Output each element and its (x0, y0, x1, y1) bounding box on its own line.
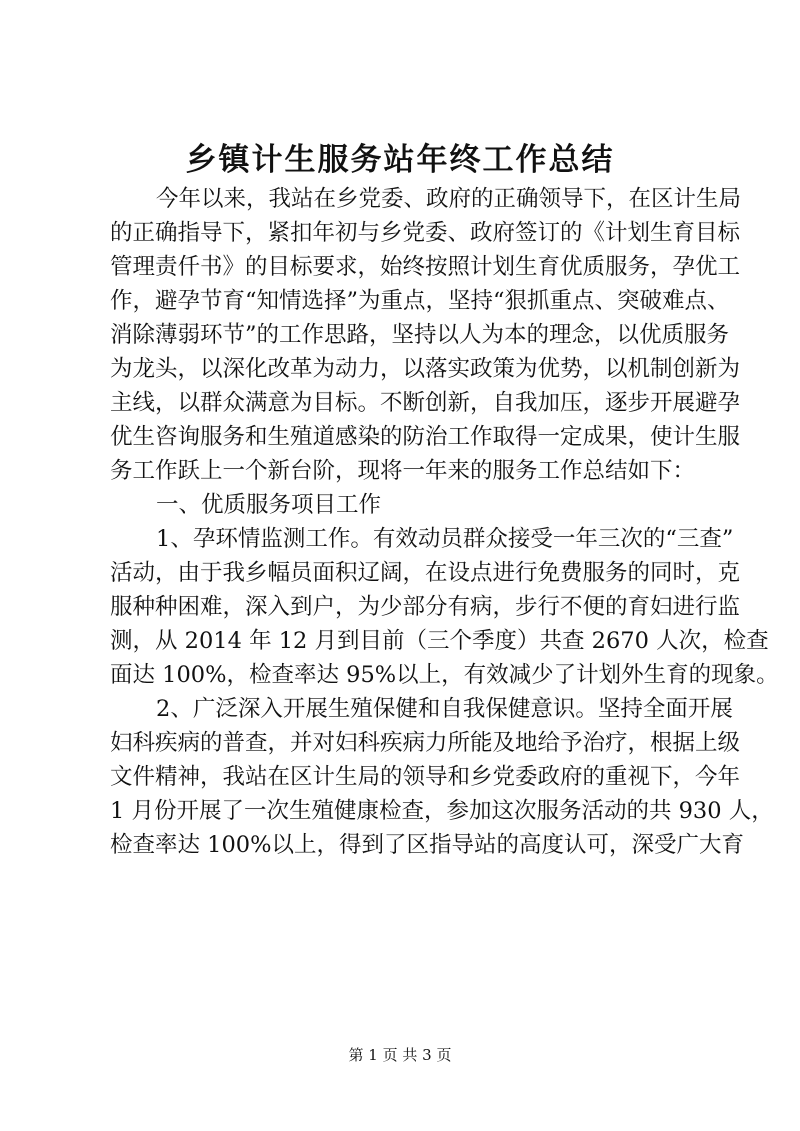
paragraph-line-12: 活动，由于我乡幅员面积辽阔，在设点进行免费服务的同时，克 (110, 560, 741, 586)
document-title: 乡镇计生服务站年终工作总结 (185, 142, 615, 178)
paragraph-line-11: 1、孕环情监测工作。有效动员群众接受一年三次的“三查” (156, 526, 734, 552)
page-number-footer: 第 1 页 共 3 页 (348, 1046, 452, 1064)
paragraph-line-7: 主线，以群众满意为目标。不断创新，自我加压，逐步开展避孕 (110, 390, 741, 416)
paragraph-line-3: 管理责仟书》的目标要求，始终按照计划生育优质服务，孕优工 (110, 254, 741, 280)
section-heading: 一、优质服务项目工作 (156, 492, 382, 518)
paragraph-line-5: 消除薄弱环节”的工作思路，坚持以人为本的理念，以优质服务 (110, 322, 730, 348)
paragraph-line-19: 1 月份开展了一次生殖健康检查，参加这次服务活动的共 930 人， (110, 798, 774, 824)
paragraph-line-8: 优生咨询服务和生殖道感染的防治工作取得一定成果，使计生服 (110, 424, 741, 450)
paragraph-line-13: 服种种困难，深入到户，为少部分有病，步行不便的育妇进行监 (110, 594, 741, 620)
paragraph-line-2: 的正确指导下，紧扣年初与乡党委、政府签订的《计划生育目标 (110, 220, 741, 246)
paragraph-line-17: 妇科疾病的普查，并对妇科疾病力所能及地给予治疗，根据上级 (110, 730, 741, 756)
paragraph-line-14: 测，从 2014 年 12 月到目前（三个季度）共查 2670 人次，检查 (110, 628, 769, 654)
paragraph-line-9: 务工作跃上一个新台阶，现将一年来的服务工作总结如下： (110, 458, 696, 484)
paragraph-line-6: 为龙头，以深化改革为动力，以落实政策为优势，以机制创新为 (110, 356, 741, 382)
paragraph-line-20: 检查率达 100%以上，得到了区指导站的高度认可，深受广大育 (110, 832, 744, 858)
paragraph-line-4: 作，避孕节育“知情选择”为重点，坚持“狠抓重点、突破难点、 (110, 288, 730, 314)
paragraph-line-16: 2、广泛深入开展生殖保健和自我保健意识。坚持全面开展 (156, 696, 733, 722)
paragraph-line-18: 文件精神，我站在区计生局的领导和乡党委政府的重视下，今年 (110, 764, 741, 790)
paragraph-line-1: 今年以来，我站在乡党委、政府的正确领导下，在区计生局 (156, 186, 742, 212)
paragraph-line-15: 面达 100%，检查率达 95%以上，有效减少了计划外生育的现象。 (110, 662, 779, 688)
